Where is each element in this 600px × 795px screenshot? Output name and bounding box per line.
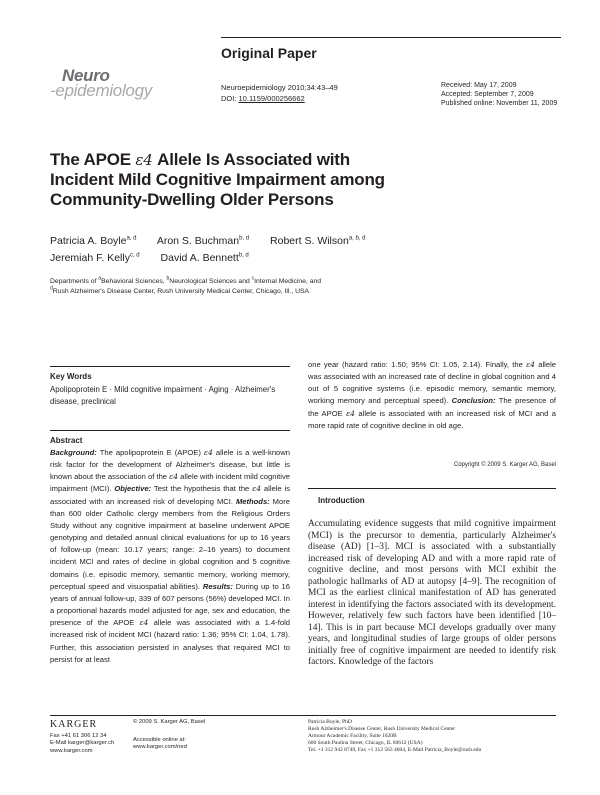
epsilon: ε4	[346, 408, 356, 418]
publisher-email[interactable]: E-Mail karger@karger.ch	[50, 740, 115, 747]
author-list	[50, 233, 384, 267]
abstract-body-right	[308, 359, 556, 432]
author-name: Robert S. Wilson	[270, 235, 349, 247]
doi-prefix: DOI:	[221, 94, 239, 103]
footer-rule	[50, 715, 556, 716]
abstract-text: allele is associated with an increased risk of developing MCI.	[50, 484, 291, 506]
abstract-text: allele is a well-known risk factor for the development of Alzheimer's disease, but little is known about the association of the	[50, 448, 290, 482]
access-link[interactable]: www.karger.com/ned	[133, 744, 187, 751]
doi-link[interactable]: 10.1159/000256662	[238, 94, 305, 103]
journal-logo-line2: -epidemiology	[50, 81, 152, 100]
affil-text: Behavioral Sciences,	[101, 278, 167, 285]
author[interactable]	[157, 235, 249, 247]
author-row-2	[50, 250, 384, 267]
accepted-date: Accepted: September 7, 2009	[441, 90, 534, 98]
online-access	[133, 737, 187, 752]
correspondence-street: 600 South Paulina Street, Chicago, IL 60612 (USA)	[308, 740, 423, 747]
affiliation-line-1	[50, 277, 570, 287]
affiliations	[50, 277, 570, 296]
author-name: Aron S. Buchman	[156, 235, 240, 247]
title-line-2: Incident Mild Cognitive Impairment among	[50, 170, 385, 189]
abstract-label: Methods:	[235, 496, 270, 506]
published-date: Published online: November 11, 2009	[441, 99, 558, 107]
abstract-label: Background:	[50, 448, 97, 457]
correspondence-institution: Rush Alzheimer's Disease Center, Rush University Medical Center	[308, 726, 456, 733]
abstract-text: More than 600 older Catholic clergy members from the Religious Orders Study without any cognitive impairment at baseline underwent APOE genotyping and detailed annual clinical evaluations for up to 16 years of follow-up (mean: 10.17 years; range: 2–16 years) to document incident MCI and rates of decline in global cognition and 5 cognitive domains (i.e. episodic memory, semantic memory, working memory, perceptual speed and visuospatial abilities).	[50, 496, 290, 591]
introduction-text: Accumulating evidence suggests that mild cognitive impairment (MCI) is the precursor to dementia, particularly Alzheimer's disease (AD) [1–3]. MCI is associated with a substantially increased risk of developing AD and with a more rapid rate of cognitive decline, and most persons with MCI exhibit the pathologic hallmarks of AD at autopsy [4–9]. The recognition of MCI as the earliest clinical manifestation of AD has generated interest in identifying the factors associated with its development. However, relatively few such factors have been identified [10–14]. This is in part because MCI develops gradually over many years, and longitudinal studies of large groups of older persons initially free of cognitive impairment are needed to identify risk factors. Knowledge of the factors	[308, 519, 556, 667]
author-affil-sup: a, d	[126, 235, 137, 242]
affiliation-line-2	[50, 287, 570, 297]
abstract-body-left	[50, 447, 290, 666]
abstract-text: allele with incident mild cognitive impairment (MCI).	[50, 472, 290, 494]
abstract-text: During up to 16 years of annual follow-up, 339 of 607 persons (56%) developed MCI. In a proportional hazards model adjusted for age, sex and education, the presence of the APOE	[50, 581, 290, 628]
publisher-fax: Fax +41 61 306 12 34	[50, 733, 107, 739]
received-date: Received: May 17, 2009	[441, 82, 517, 89]
title-epsilon: ε4	[135, 151, 153, 169]
header-rule	[221, 37, 561, 38]
author-row-1	[50, 233, 384, 250]
title-line-3: Community-Dwelling Older Persons	[50, 190, 334, 209]
abstract-text: The apolipoprotein E (APOE)	[96, 448, 204, 457]
author-affil-sup: b, d	[238, 252, 249, 259]
correspondence-name: Patricia Boyle, PhD	[308, 719, 352, 725]
affil-text: Departments of	[50, 278, 99, 285]
abstract-text: Test the hypothesis that the	[151, 484, 253, 494]
abstract-text: The presence of the APOE	[308, 396, 556, 418]
affil-text: Internal Medicine, and	[254, 278, 322, 285]
abstract-heading: Abstract	[50, 436, 83, 445]
keywords-text: Apolipoprotein E · Mild cognitive impairment · Aging · Alzheimer's disease, preclinical	[50, 385, 276, 406]
title-part: Allele Is Associated with	[152, 150, 350, 169]
abstract-label: Results:	[202, 581, 233, 591]
author-name: Jeremiah F. Kelly	[50, 252, 130, 264]
correspondence-address	[308, 719, 558, 754]
affil-sup: a	[98, 275, 102, 282]
publisher-web[interactable]: www.karger.com	[50, 747, 93, 754]
citation-block	[221, 82, 338, 104]
affil-text: Rush Alzheimer's Disease Center, Rush University Medical Center, Chicago, Ill., USA	[52, 287, 310, 295]
title-line-1	[50, 150, 570, 170]
author[interactable]	[50, 235, 136, 247]
dates-block	[441, 82, 557, 108]
author-name: Patricia A. Boyle	[50, 235, 127, 247]
correspondence-phone-email: Tel. +1 312 942 8749, Fax +1 312 563 4604, E-Mail Patricia_Boyle@rush.edu	[308, 747, 482, 754]
affil-sup: c	[251, 275, 255, 282]
abstract-text: one year (hazard ratio: 1.50; 95% CI: 1.05, 2.14). Finally, the	[308, 360, 527, 369]
title-part: The APOE	[50, 150, 136, 169]
author-affil-sup: b, d	[239, 235, 250, 242]
abstract-text: allele was associated with an increased rate of decline in global cognition and 4 out of 5 cognitive systems (i.e. episodic memory, semantic memory, working memory and perceptual speed).	[308, 360, 556, 406]
karger-logo: KARGER	[50, 719, 98, 730]
abstract-copyright: Copyright © 2009 S. Karger AG, Basel	[453, 462, 556, 468]
keywords-rule	[50, 366, 290, 367]
author-affil-sup: c, d	[129, 252, 140, 259]
correspondence-facility: Armour Academic Facility, Suite 1020B	[308, 733, 397, 740]
footer-copyright: © 2009 S. Karger AG, Basel	[133, 719, 206, 725]
author[interactable]	[270, 235, 365, 247]
epsilon: ε4	[526, 360, 535, 369]
citation-text: Neuroepidemiology 2010;34:43–49	[221, 83, 338, 92]
abstract-rule	[50, 430, 290, 431]
epsilon: ε4	[169, 472, 179, 482]
doi-line	[221, 93, 338, 104]
access-label: Accessible online at:	[133, 737, 186, 743]
affil-sup: d	[50, 285, 53, 292]
abstract-text: allele is associated with an increased risk of MCI and a more rapid rate of cognitive decline in old age.	[308, 408, 556, 430]
publisher-contact	[50, 733, 114, 755]
abstract-label: Objective:	[114, 484, 152, 494]
abstract-text: allele was associated with a 1.4-fold increased risk of incident MCI (hazard ratio: 1.36; 95% CI: 1.04, 1.78). Further, this association persisted in analyses that required MCI to persist for at least	[50, 618, 290, 664]
author-name: David A. Bennett	[160, 252, 239, 264]
journal-logo-line1: Neuro	[62, 66, 110, 85]
affil-text: Neurological Sciences and	[169, 278, 252, 285]
epsilon: ε4	[139, 618, 149, 628]
paper-type-label: Original Paper	[221, 45, 317, 61]
author[interactable]	[50, 252, 140, 264]
keywords-heading: Key Words	[50, 372, 92, 381]
author-affil-sup: a, b, d	[348, 235, 366, 242]
affil-sup: b	[166, 275, 170, 282]
epsilon: ε4	[203, 448, 213, 457]
introduction-rule	[308, 488, 556, 489]
article-title	[50, 150, 570, 210]
author[interactable]	[161, 252, 249, 264]
epsilon: ε4	[252, 484, 262, 494]
introduction-heading: Introduction	[318, 496, 365, 505]
abstract-label: Conclusion:	[451, 396, 496, 406]
